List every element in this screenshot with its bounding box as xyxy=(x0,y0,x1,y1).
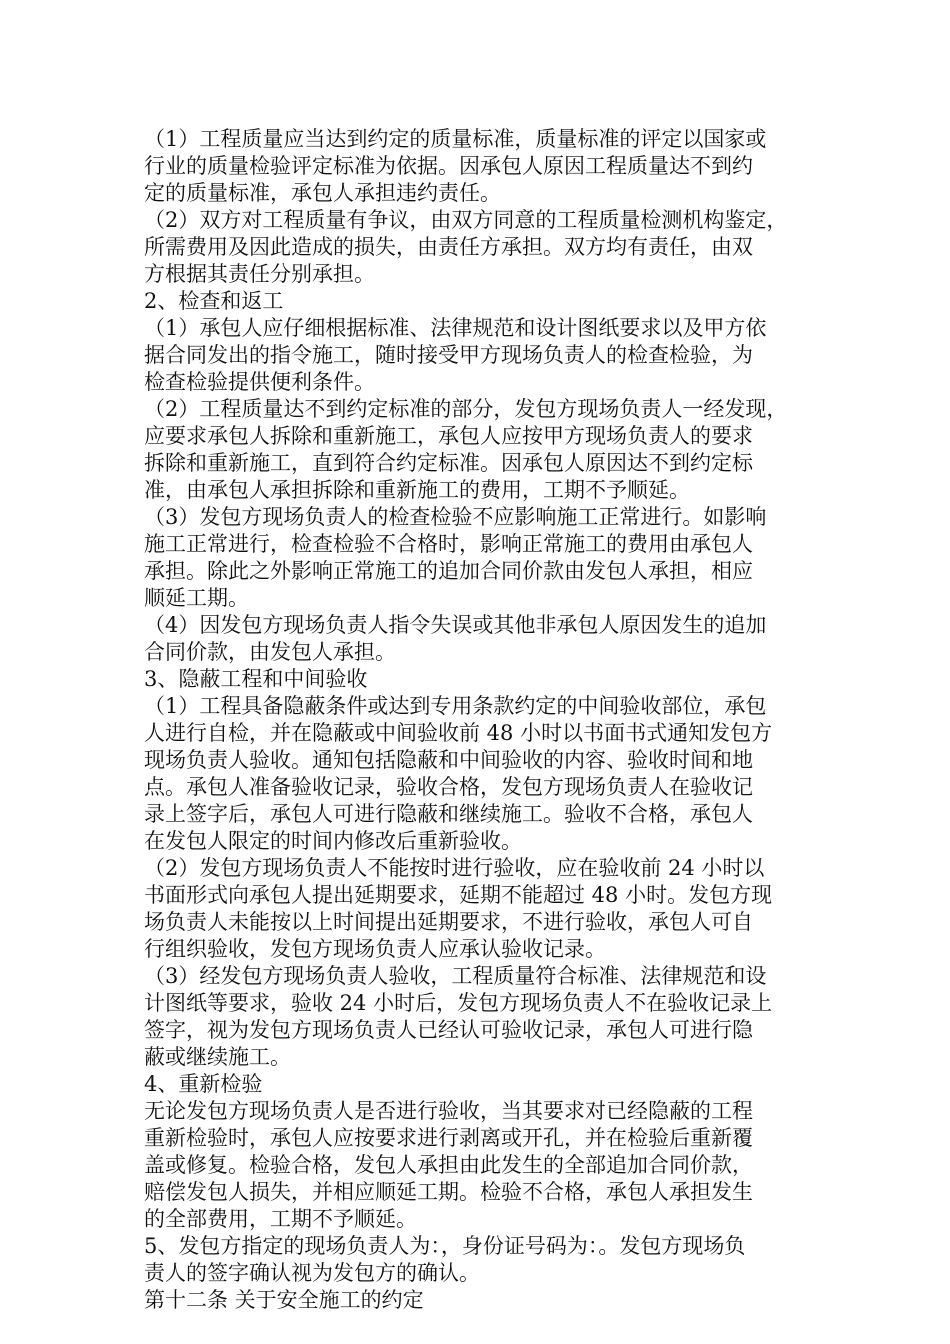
text-line: 方根据其责任分别承担。 xyxy=(144,262,375,286)
text-line: 行组织验收，发包方现场负责人应承认验收记录。 xyxy=(144,937,606,961)
text-line: 现场负责人验收。通知包括隐蔽和中间验收的内容、验收时间和地 xyxy=(144,748,753,772)
text-line: 蔽或继续施工。 xyxy=(144,1045,291,1069)
text-line: 检查检验提供便利条件。 xyxy=(144,370,375,394)
text-line: 5、发包方指定的现场负责人为：，身份证号码为：。发包方现场负 xyxy=(144,1234,746,1258)
text-line: （1）承包人应仔细根据标准、法律规范和设计图纸要求以及甲方依 xyxy=(144,316,767,340)
text-line: 所需费用及因此造成的损失，由责任方承担。双方均有责任，由双 xyxy=(144,235,753,259)
section-heading: 4、重新检验 xyxy=(144,1072,263,1096)
text-line: 签字，视为发包方现场负责人已经认可验收记录，承包人可进行隐 xyxy=(144,1018,753,1042)
text-line: 应要求承包人拆除和重新施工，承包人应按甲方现场负责人的要求 xyxy=(144,424,753,448)
text-line: 责人的签字确认视为发包方的确认。 xyxy=(144,1261,480,1285)
section-heading: 2、检查和返工 xyxy=(144,289,284,313)
text-line: （3）经发包方现场负责人验收，工程质量符合标准、法律规范和设 xyxy=(144,964,767,988)
text-line: （2）双方对工程质量有争议，由双方同意的工程质量检测机构鉴定， xyxy=(144,208,788,232)
text-line: 的全部费用，工期不予顺延。 xyxy=(144,1207,417,1231)
text-line: 人进行自检，并在隐蔽或中间验收前 48 小时以书面书式通知发包方 xyxy=(144,721,773,745)
text-line: 据合同发出的指令施工，随时接受甲方现场负责人的检查检验，为 xyxy=(144,343,753,367)
text-line: 无论发包方现场负责人是否进行验收，当其要求对已经隐蔽的工程 xyxy=(144,1099,753,1123)
text-line: 合同价款，由发包人承担。 xyxy=(144,640,396,664)
text-line: （1）工程质量应当达到约定的质量标准，质量标准的评定以国家或 xyxy=(144,127,767,151)
text-line: 录上签字后，承包人可进行隐蔽和继续施工。验收不合格，承包人 xyxy=(144,802,753,826)
text-line: 盖或修复。检验合格，发包人承担由此发生的全部追加合同价款， xyxy=(144,1153,753,1177)
text-line: 重新检验时，承包人应按要求进行剥离或开孔，并在检验后重新覆 xyxy=(144,1126,753,1150)
text-line: 定的质量标准，承包人承担违约责任。 xyxy=(144,181,501,205)
text-line: 行业的质量检验评定标准为依据。因承包人原因工程质量达不到约 xyxy=(144,154,753,178)
text-line: 在发包人限定的时间内修改后重新验收。 xyxy=(144,829,522,853)
text-line: 书面形式向承包人提出延期要求，延期不能超过 48 小时。发包方现 xyxy=(144,883,773,907)
text-line: 承担。除此之外影响正常施工的追加合同价款由发包人承担，相应 xyxy=(144,559,753,583)
text-line: 准，由承包人承担拆除和重新施工的费用，工期不予顺延。 xyxy=(144,478,690,502)
section-heading: 3、隐蔽工程和中间验收 xyxy=(144,667,368,691)
document-body xyxy=(144,126,812,1314)
text-line: （3）发包方现场负责人的检查检验不应影响施工正常进行。如影响 xyxy=(144,505,767,529)
text-line: 拆除和重新施工，直到符合约定标准。因承包人原因达不到约定标 xyxy=(144,451,753,475)
text-line: （2）工程质量达不到约定标准的部分，发包方现场负责人一经发现， xyxy=(144,397,788,421)
text-line: 点。承包人准备验收记录，验收合格，发包方现场负责人在验收记 xyxy=(144,775,753,799)
text-line: 顺延工期。 xyxy=(144,586,249,610)
text-line: （2）发包方现场负责人不能按时进行验收，应在验收前 24 小时以 xyxy=(144,856,765,880)
text-line: 赔偿发包人损失，并相应顺延工期。检验不合格，承包人承担发生 xyxy=(144,1180,753,1204)
text-line: 场负责人未能按以上时间提出延期要求，不进行验收，承包人可自 xyxy=(144,910,753,934)
article-heading: 第十二条 关于安全施工的约定 xyxy=(144,1288,424,1312)
text-line: 施工正常进行，检查检验不合格时，影响正常施工的费用由承包人 xyxy=(144,532,753,556)
text-line: 计图纸等要求，验收 24 小时后，发包方现场负责人不在验收记录上 xyxy=(144,991,773,1015)
text-line: （1）工程具备隐蔽条件或达到专用条款约定的中间验收部位，承包 xyxy=(144,694,767,718)
text-line: （4）因发包方现场负责人指令失误或其他非承包人原因发生的追加 xyxy=(144,613,767,637)
